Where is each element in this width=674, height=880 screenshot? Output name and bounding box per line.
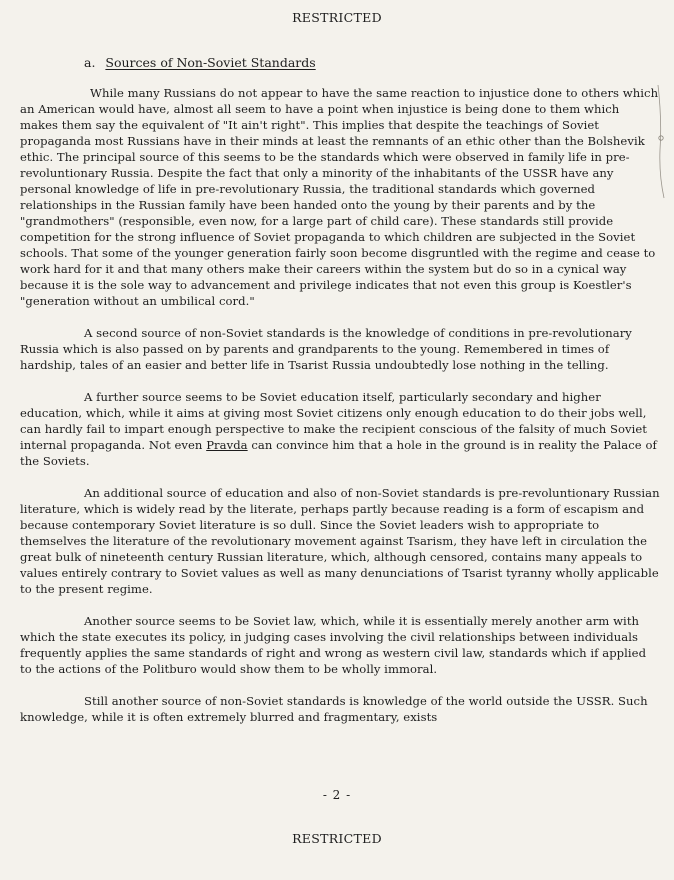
paragraph-outside-world: Still another source of non-Soviet standards is knowledge of the world outside the USSR. Such knowledge, while it is often extremely blurred and fragmentary, exists <box>20 694 648 724</box>
paragraph-family-standards: While many Russians do not appear to have the same reaction to injustice done to others which an American would have, almost all seem to have a point when injustice is being done to them which makes them say the equivalent of "It ain't right". This implies that despite the teachings of Soviet propaganda most Russians have in their minds at least the remnants of an ethic other than the Bolshevik ethic. The principal source of this seems to be the standards which were observed in family life in pre-revoluntionary Russia. Despite the fact that only a minority of the inhabitants of the USSR have any personal knowledge of life in pre-revolutionary Russia, the traditional standards which governed relationships in the Russian family have been handed onto the young by their parents and by the "grandmothers" (responsible, even now, for a large part of child care). These standards still provide competition for the strong influence of Soviet propaganda to which children are subjected in the Soviet schools. That some of the younger generation fairly soon become disgruntled with the regime and cease to work hard for it and that many others make their careers within the system but do so in a cynical way because it is the sole way to advancement and privilege indicates that not even this group is Koestler's "generation without an umbilical cord." <box>20 86 659 308</box>
body-text <box>20 85 660 741</box>
paragraph-soviet-law: Another source seems to be Soviet law, which, while it is essentially merely another arm with which the state executes its policy, in judging cases involving the civil relationships between individuals frequently applies the same standards of right and wrong as western civil law, standards which if applied to the actions of the Politburo would show them to be wholly immoral. <box>20 614 647 676</box>
paragraph-soviet-education <box>20 389 660 469</box>
scan-mark-right-edge <box>640 80 670 200</box>
section-heading <box>84 55 316 70</box>
pravda-reference: Pravda <box>206 438 248 452</box>
paragraph-text-before: A further source seems to be Soviet education itself, particularly secondary and higher education, which, while it aims at giving most Soviet citizens only enough education to do their jobs well, can hardly fail to impart enough perspective to make the recipient conscious of the falsity of much Soviet internal propaganda. Not even <box>20 390 647 452</box>
section-title: Sources of Non-Soviet Standards <box>105 55 316 70</box>
section-number: a. <box>84 55 96 70</box>
paragraph-russian-literature: An additional source of education and also of non-Soviet standards is pre-revoluntionary Russian literature, which is widely read by the literate, perhaps partly because reading is a form of escapism and because contemporary Soviet literature is so dull. Since the Soviet leaders wish to appropriate to themselves the literature of the revolutionary movement against Tsarism, they have left in circulation the great bulk of nineteenth century Russian literature, which, although censored, contains many appeals to values entirely contrary to Soviet values as well as many denunciations of Tsarist tyranny wholly applicable to the present regime. <box>20 486 660 596</box>
security-marking-bottom: RESTRICTED <box>292 831 382 846</box>
paragraph-text-after: can convince him that a hole in the ground is in reality the Palace of the Soviets. <box>20 438 657 468</box>
security-marking-top: RESTRICTED <box>292 10 382 25</box>
page-number: - 2 - <box>322 788 352 802</box>
paragraph-prerevolutionary-knowledge: A second source of non-Soviet standards is the knowledge of conditions in pre-revolutionary Russia which is also passed on by parents and grandparents to the young. Remembered in times of hardship, tales of an easier and better life in Tsarist Russia undoubtedly lose nothing in the telling. <box>20 326 632 372</box>
